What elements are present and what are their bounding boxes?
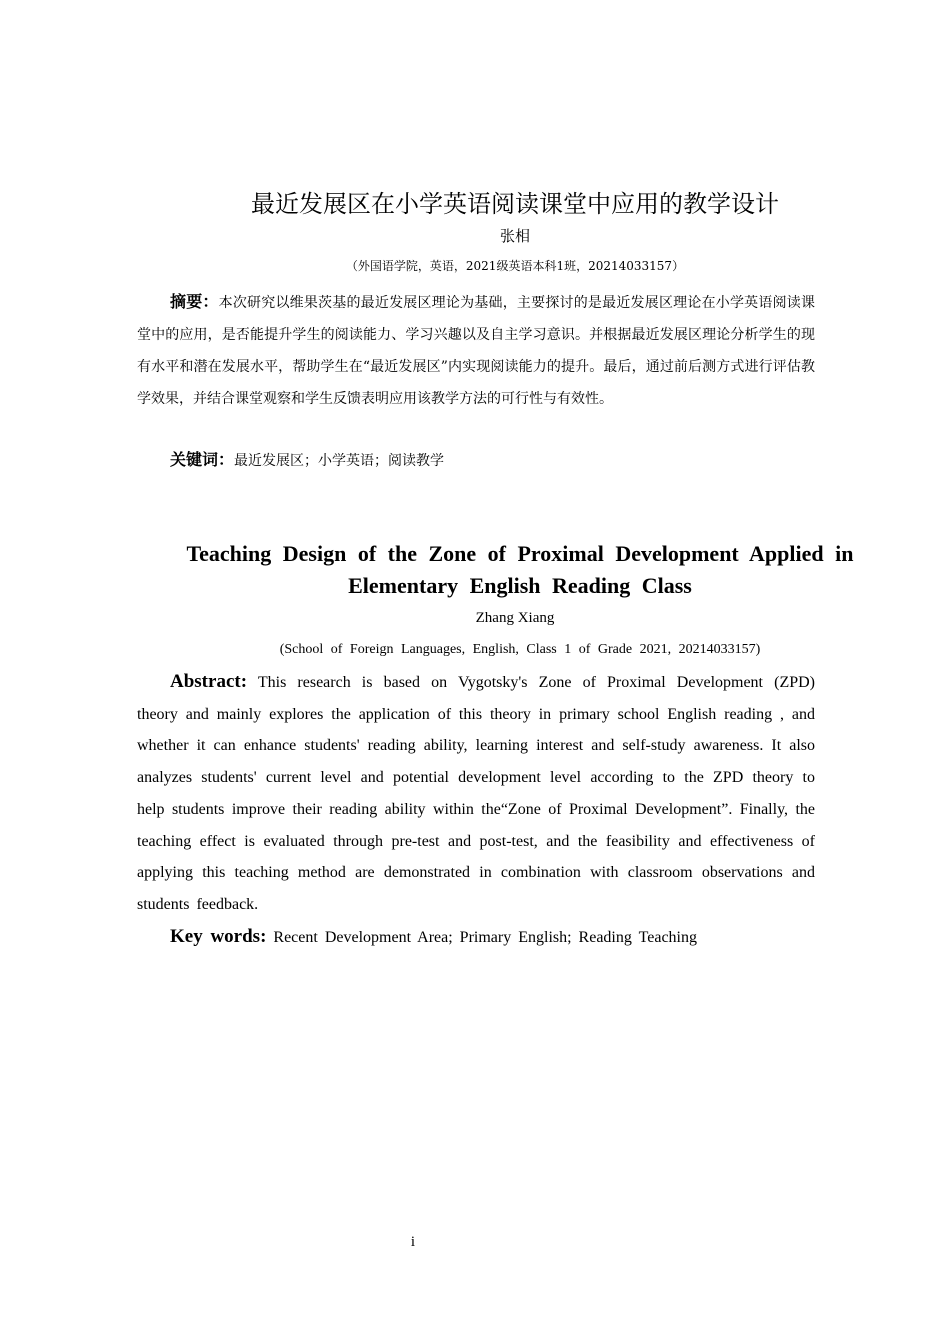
chinese-title: 最近发展区在小学英语阅读课堂中应用的教学设计 <box>251 190 779 218</box>
chinese-keywords-text: 最近发展区；小学英语；阅读教学 <box>234 453 445 469</box>
english-keywords-label: Key words: <box>170 926 267 947</box>
english-keywords-text: Recent Development Area; Primary English; Reading Teaching <box>273 929 697 946</box>
page-number: i <box>410 1234 416 1250</box>
english-abstract-label: Abstract: <box>170 671 248 692</box>
english-affiliation: (School of Foreign Languages, English, Class 1 of Grade 2021, 20214033157) <box>279 642 761 657</box>
chinese-keywords <box>170 445 444 476</box>
chinese-affiliation: （外国语学院，英语，2021级英语本科1班，20214033157） <box>345 259 685 273</box>
chinese-author: 张相 <box>499 227 530 245</box>
english-title: Teaching Design of the Zone of Proximal Development Applied in Elementary English Reading Class <box>186 541 854 598</box>
english-abstract <box>137 666 815 921</box>
chinese-abstract <box>137 286 815 415</box>
chinese-abstract-label: 摘要： <box>170 292 219 311</box>
english-author: Zhang Xiang <box>475 610 555 626</box>
english-abstract-text: This research is based on Vygotsky's Zone of Proximal Development (ZPD) theory and mainly explores the application of this theory in primary school English reading , and whether it can enhance students' reading ability, learning interest and self-study awareness. It also analyzes students' current level and potential development level according to the ZPD theory to help students improve their reading ability within the“Zone of Proximal Development”. Finally, the teaching effect is evaluated through pre-test and post-test, and the feasibility and effectiveness of applying this teaching method are demonstrated in combination with classroom observations and students feedback. <box>137 674 815 913</box>
english-keywords <box>170 922 697 953</box>
chinese-keywords-label: 关键词： <box>170 450 235 469</box>
chinese-abstract-text: 本次研究以维果茨基的最近发展区理论为基础，主要探讨的是最近发展区理论在小学英语阅读课堂中的应用，是否能提升学生的阅读能力、学习兴趣以及自主学习意识。并根据最近发展区理论分析学生的现有水平和潜在发展水平，帮助学生在“最近发展区”内实现阅读能力的提升。最后，通过前后测方式进行评估教学效果，并结合课堂观察和学生反馈表明应用该教学方法的可行性与有效性。 <box>137 295 815 407</box>
